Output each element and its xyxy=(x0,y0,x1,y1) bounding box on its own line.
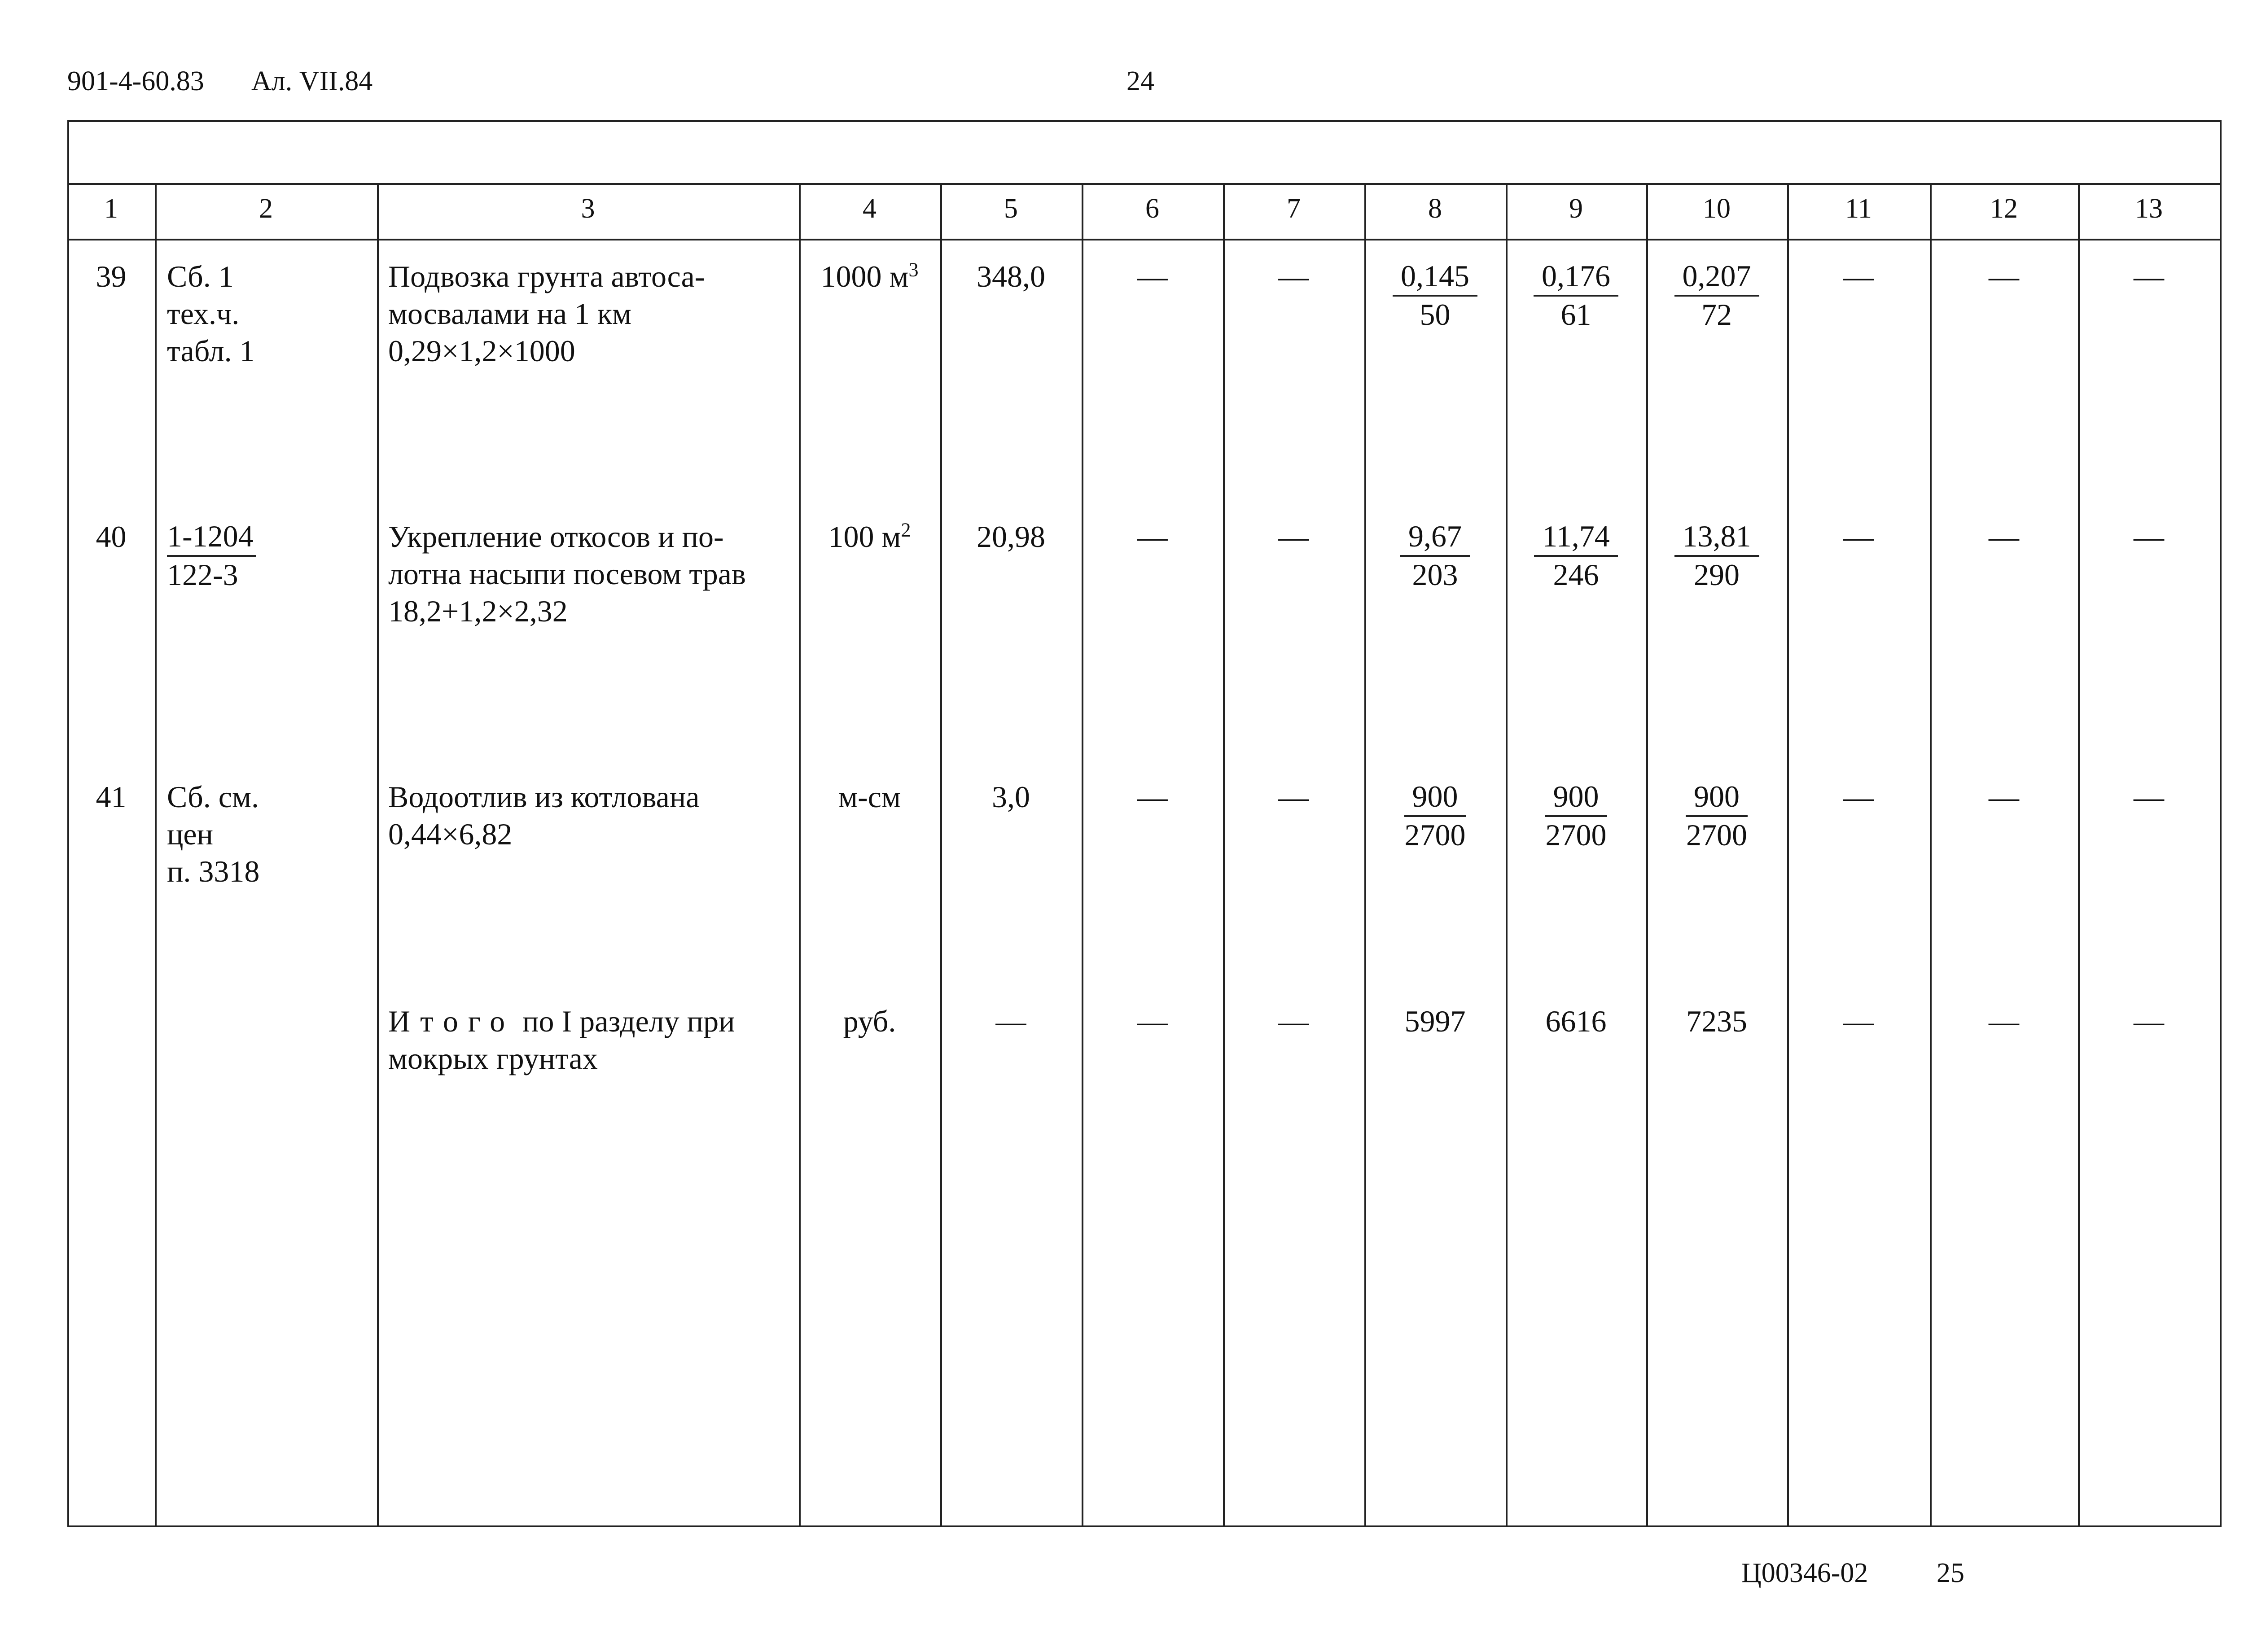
column-divider xyxy=(1082,183,1083,1526)
row-col7: — xyxy=(1278,520,1309,554)
row-quantity: 348,0 xyxy=(977,259,1045,293)
row-col10-fraction: $\frac{13,81}{290}$ xyxy=(1646,518,1787,594)
page-number: 24 xyxy=(1126,66,1154,96)
column-number: 7 xyxy=(1287,193,1301,224)
column-divider xyxy=(940,183,942,1526)
table-right-border xyxy=(2220,120,2222,1525)
total-col10: 7235 xyxy=(1686,1004,1747,1038)
total-col5: — xyxy=(995,1004,1026,1038)
row-col13: — xyxy=(2134,259,2164,293)
row-col7: — xyxy=(1278,780,1309,814)
total-col12: — xyxy=(1989,1004,2019,1038)
row-reference: Сб. см. цен п. 3318 xyxy=(167,780,260,888)
total-col11: — xyxy=(1843,1004,1874,1038)
row-col9-fraction: $\frac{11,74}{246}$ xyxy=(1506,518,1646,594)
column-divider xyxy=(799,183,801,1526)
column-number: 11 xyxy=(1845,193,1872,224)
total-col6: — xyxy=(1137,1004,1168,1038)
column-divider xyxy=(1930,183,1932,1526)
table-top-border xyxy=(67,120,2222,122)
column-number: 5 xyxy=(1004,193,1018,224)
column-divider xyxy=(1787,183,1789,1526)
row-description: Водоотлив из котлована 0,44×6,82 xyxy=(388,780,700,851)
total-col8: 5997 xyxy=(1404,1004,1466,1038)
row-number: 39 xyxy=(96,259,127,293)
column-divider xyxy=(1646,183,1648,1526)
total-label: Итого по I разделу при мокрых грунтах xyxy=(388,1004,735,1075)
row-col6: — xyxy=(1137,780,1168,814)
table-left-border xyxy=(67,120,69,1525)
document-code: 901-4-60.83 xyxy=(67,66,204,96)
column-number: 12 xyxy=(1990,193,2018,224)
row-col6: — xyxy=(1137,520,1168,554)
row-col9-fraction: $\frac{0,176}{61}$ xyxy=(1506,258,1646,333)
row-col10-fraction: $\frac{0,207}{72}$ xyxy=(1646,258,1787,333)
row-reference: Сб. 1 тех.ч. табл. 1 xyxy=(167,259,255,368)
column-divider xyxy=(155,183,157,1526)
column-number: 2 xyxy=(259,193,273,224)
row-description: Укрепление откосов и по- лотна насыпи посевом трав 18,2+1,2×2,32 xyxy=(388,520,746,628)
total-col13: — xyxy=(2134,1004,2164,1038)
row-col12: — xyxy=(1989,520,2019,554)
row-quantity: 3,0 xyxy=(992,780,1030,814)
row-quantity: 20,98 xyxy=(977,520,1045,554)
column-divider xyxy=(1364,183,1366,1526)
total-col7: — xyxy=(1278,1004,1309,1038)
row-col13: — xyxy=(2134,780,2164,814)
row-col12: — xyxy=(1989,259,2019,293)
row-col8-fraction: $\frac{900}{2700}$ xyxy=(1404,779,1466,852)
column-number: 1 xyxy=(104,193,118,224)
row-number: 41 xyxy=(96,780,127,814)
header-row-border xyxy=(67,183,2222,185)
column-number: 4 xyxy=(863,193,877,224)
row-number: 40 xyxy=(96,520,127,554)
row-col11: — xyxy=(1843,259,1874,293)
row-col10-fraction: $\frac{900}{2700}$ xyxy=(1686,779,1747,852)
row-reference: $\frac{1-1204}{122-3}$ xyxy=(167,518,373,594)
row-col13: — xyxy=(2134,520,2164,554)
row-col6: — xyxy=(1137,259,1168,293)
row-col8-fraction: $\frac{0,145}{50}$ xyxy=(1364,258,1506,333)
column-number: 3 xyxy=(581,193,595,224)
column-number: 10 xyxy=(1703,193,1731,224)
total-unit: руб. xyxy=(843,1004,896,1038)
total-col9: 6616 xyxy=(1545,1004,1607,1038)
album-reference: Ал. VII.84 xyxy=(251,66,373,96)
column-number: 9 xyxy=(1569,193,1583,224)
row-col7: — xyxy=(1278,259,1309,293)
row-unit: 100 $м^2$ xyxy=(828,519,911,554)
column-numbers-border xyxy=(67,239,2222,240)
row-col12: — xyxy=(1989,780,2019,814)
footer-page-number: 25 xyxy=(1937,1558,1964,1588)
row-col11: — xyxy=(1843,780,1874,814)
row-col8-fraction: $\frac{9,67}{203}$ xyxy=(1364,518,1506,594)
row-col9-fraction: $\frac{900}{2700}$ xyxy=(1545,779,1607,852)
row-col11: — xyxy=(1843,520,1874,554)
row-description: Подвозка грунта автоса- мосвалами на 1 км 0,29×1,2×1000 xyxy=(388,259,705,368)
footer-code: Ц00346-02 xyxy=(1741,1558,1868,1588)
column-number: 13 xyxy=(2135,193,2163,224)
column-divider xyxy=(377,183,379,1526)
row-unit: 1000 $м^3$ xyxy=(820,258,919,293)
column-number: 8 xyxy=(1428,193,1442,224)
column-divider xyxy=(1223,183,1225,1526)
table-bottom-border xyxy=(67,1525,2222,1527)
column-divider xyxy=(2078,183,2080,1526)
row-unit: м-см xyxy=(838,780,901,814)
column-number: 6 xyxy=(1145,193,1159,224)
column-divider xyxy=(1506,183,1508,1526)
